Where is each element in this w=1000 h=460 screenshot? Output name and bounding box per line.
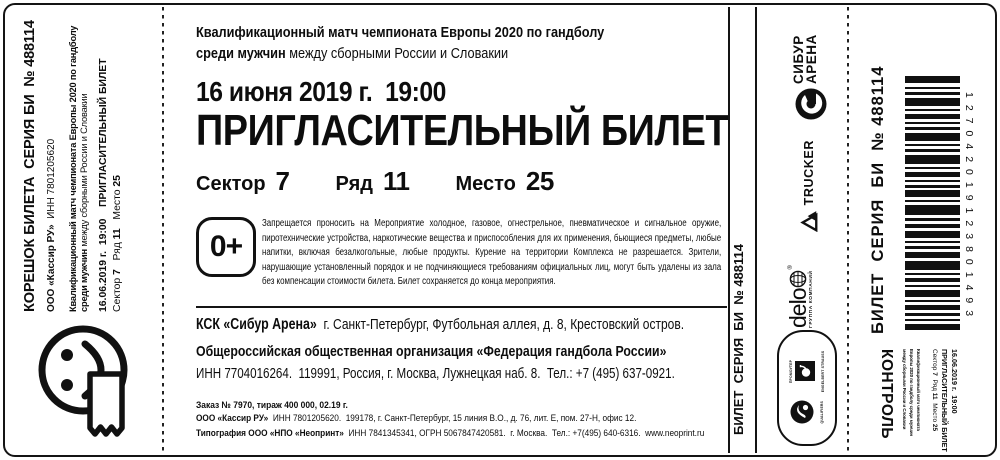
control-datetime: 16.06.2019 г. 19:00 xyxy=(950,349,959,414)
stub-company-inn: ИНН 7801205620 xyxy=(46,138,57,225)
kassir-smiley-ticket-icon xyxy=(20,322,144,438)
venue-line xyxy=(196,316,806,334)
sibur-arena-icon xyxy=(793,86,829,122)
main-event-line2: среди мужчин между сборными России и Словакии xyxy=(196,46,509,62)
row-value: 11 xyxy=(382,166,410,196)
ticket-title: ПРИГЛАСИТЕЛЬНЫЙ БИЛЕТ xyxy=(196,106,729,155)
stub-datetime-type: 16.06.2019 г. 19:00 ПРИГЛАСИТЕЛЬНЫЙ БИЛЕТ xyxy=(98,58,109,312)
rules-text: Запрещается проносить на Мероприятие холодное, газовое, огнестрельное, пневматическое и сигнальное оружие, пиротехнические устройства, наркотические вещества и приспособления для их применения, бьющиеся предметы, любые напитки, включая безалкогольные, любые продукты. Курение на территории Комплекса не разрешается. Зрители, нарушающие установленный порядок и не подчиняющиеся требованиям официальных лиц, могут быть удалены из зала без компенсации стоимости билета. Билет сохраняется до конца мероприятия. xyxy=(262,218,722,288)
ticket-series-right: БИЛЕТ СЕРИЯ БИ № 488114 xyxy=(869,65,887,334)
stub-company: ООО «Кассир РУ» xyxy=(46,224,57,312)
delo-subtitle: ГРУППА КОМПАНИЙ xyxy=(809,270,814,328)
sector-label: Сектор xyxy=(196,173,266,195)
print-company-line: ООО «Кассир РУ» ИНН 7801205620. 199178, г. Санкт-Петербург, 15 линия В.О., д. 76, лит. Е, пом. 27-Н, офис 12. xyxy=(196,412,637,423)
control-details xyxy=(927,349,959,452)
seat-label: Место xyxy=(455,173,516,195)
sibur-arena-logo: СИБУР АРЕНА xyxy=(791,34,819,84)
sector-value: 7 xyxy=(275,166,290,196)
perforation-right xyxy=(847,7,849,453)
control-seat-line: Сектор 7 Ряд 11 Место 25 xyxy=(931,349,938,432)
ehf-euro-icon xyxy=(789,399,815,425)
delo-wordmark: delo xyxy=(785,288,811,328)
perforation-left xyxy=(162,7,164,453)
registered-mark: ® xyxy=(788,265,794,270)
age-rating-badge: 0+ xyxy=(196,217,256,277)
left-stub xyxy=(22,12,148,312)
strauss-emblem: ПРОМОУТЕР ENGELBERT STRAUSS xyxy=(789,350,825,393)
venue-name: КСК «Сибур Арена» xyxy=(196,316,317,333)
seat-value: 25 xyxy=(525,166,554,196)
divider-vertical-1 xyxy=(728,7,730,453)
stub-seat-line: Сектор 7 Ряд 11 Место 25 xyxy=(112,175,123,312)
strauss-ostrich-icon xyxy=(795,362,815,382)
main-datetime: 16 июня 2019 г. 19:00 xyxy=(196,76,446,107)
row-label: Ряд xyxy=(335,173,373,195)
main-seat-line xyxy=(196,166,554,197)
control-title: КОНТРОЛЬ xyxy=(878,349,895,439)
barcode xyxy=(905,76,960,330)
barcode-number: 127042019123801493 xyxy=(963,92,975,324)
trucker-triangles-icon xyxy=(799,209,819,232)
stub-company-line xyxy=(46,12,57,312)
venue-address: г. Санкт-Петербург, Футбольная аллея, д. 8, Крестовский остров. xyxy=(316,316,685,333)
trucker-logo: TRUCKER xyxy=(794,140,824,232)
control-event-text: Квалификационный матч чемпионата Европы 2020 по гандболу среди мужчин между сборными России и Словакии xyxy=(901,349,921,437)
sponsors-badge xyxy=(777,330,837,446)
stub-event-line1: Квалификационный матч чемпионата Европы 2020 по гандболу xyxy=(68,25,78,312)
print-typography-line: Типография ООО «НПО «Неопринт» ИНН 7841345341, ОГРН 5067847420581. г. Москва. Тел.: +7(495) 640-6316. www.neoprint.ru xyxy=(196,427,705,438)
control-ticket-type: ПРИГЛАСИТЕЛЬНЫЙ БИЛЕТ xyxy=(940,349,949,452)
organizer-line: Общероссийская общественная организация «Федерация гандбола России» xyxy=(196,343,667,360)
main-event-line1: Квалификационный матч чемпионата Европы 2020 по гандболу xyxy=(196,25,605,41)
delo-logo xyxy=(785,246,838,328)
delo-globe-icon xyxy=(789,270,807,288)
ticket-series-middle: БИЛЕТ СЕРИЯ БИ № 488114 xyxy=(731,244,746,435)
organizer-details: ИНН 7704016264. 119991, Россия, г. Москва, Лужнецкая наб. 8. Тел.: +7 (495) 637-0921. xyxy=(196,366,675,382)
stub-title: КОРЕШОК БИЛЕТА СЕРИЯ БИ № 488114 xyxy=(22,20,38,312)
print-order-line: Заказ № 7970, тираж 400 000, 02.19 г. xyxy=(196,399,348,410)
main-divider xyxy=(196,306,727,308)
stub-event-line2: среди мужчин между сборными России и Словакии xyxy=(79,93,89,312)
ehf-qualifiers-emblem: QUALIFIERS xyxy=(789,399,824,425)
